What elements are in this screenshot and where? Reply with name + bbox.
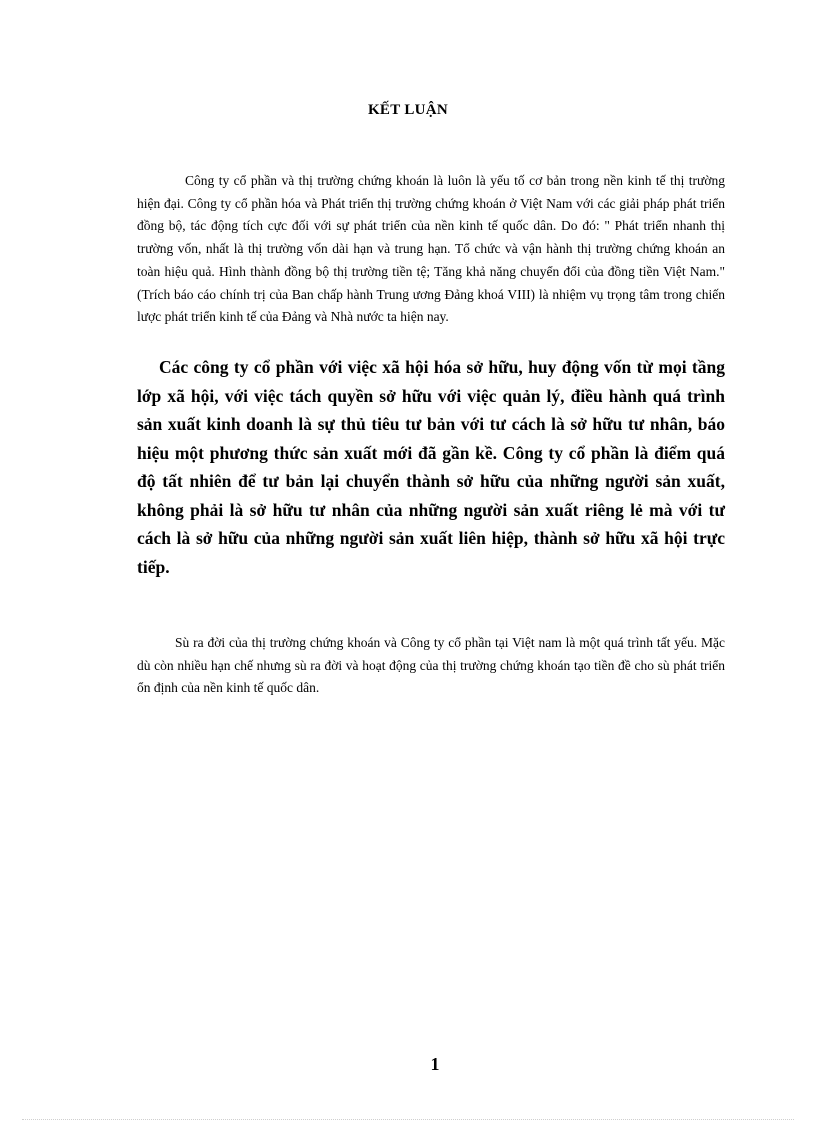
- page-number: 1: [430, 1054, 440, 1074]
- page-title: KẾT LUẬN: [367, 102, 449, 118]
- paragraph-intro: Công ty cổ phần và thị trường chứng khoán là luôn là yếu tố cơ bản trong nền kinh tế thị trường hiện đại. Công ty cổ phần hóa và Phát triển thị trường chứng khoán ở Việt Nam với các giải pháp phát triển đồng bộ, tác động tích cực đối với sự phát triển của nền kinh tế quốc dân. Do đó: " Phát triển nhanh thị trường vốn, nhất là thị trường vốn dài hạn và trung hạn. Tổ chức và vận hành thị trường chứng khoán an toàn hiệu quả. Hình thành đồng bộ thị trường tiền tệ; Tăng khả năng chuyển đổi của đồng tiền Việt Nam." (Trích báo cáo chính trị của Ban chấp hành Trung ương Đảng khoá VIII) là nhiệm vụ trọng tâm trong chiến lược phát triển kinh tế của Đảng và Nhà nước ta hiện nay.: [137, 173, 725, 325]
- page-bottom-border: [22, 1119, 794, 1120]
- paragraph-closing: Sù ra đời của thị trường chứng khoán và Công ty cổ phần tại Việt nam là một quá trình tất yếu. Mặc dù còn nhiều hạn chế nhưng sù ra đời và hoạt động của thị trường chứng khoán tạo tiền đề cho sù phát triển ổn định của nền kinh tế quốc dân.: [137, 635, 725, 695]
- paragraph-emphasis: Các công ty cổ phần với việc xã hội hóa sở hữu, huy động vốn từ mọi tầng lớp xã hội, với việc tách quyền sở hữu với việc quản lý, điều hành quá trình sản xuất kinh doanh là sự thủ tiêu tư bản với tư cách là sở hữu tư nhân, báo hiệu một phương thức sản xuất mới đã gần kề. Công ty cổ phần là điểm quá độ tất nhiên để tư bản lại chuyển thành sở hữu của những người sản xuất, không phải là sở hữu tư nhân của những người sản xuất riêng lẻ mà với tư cách là sở hữu của những người sản xuất liên hiệp, thành sở hữu xã hội trực tiếp.: [137, 357, 725, 577]
